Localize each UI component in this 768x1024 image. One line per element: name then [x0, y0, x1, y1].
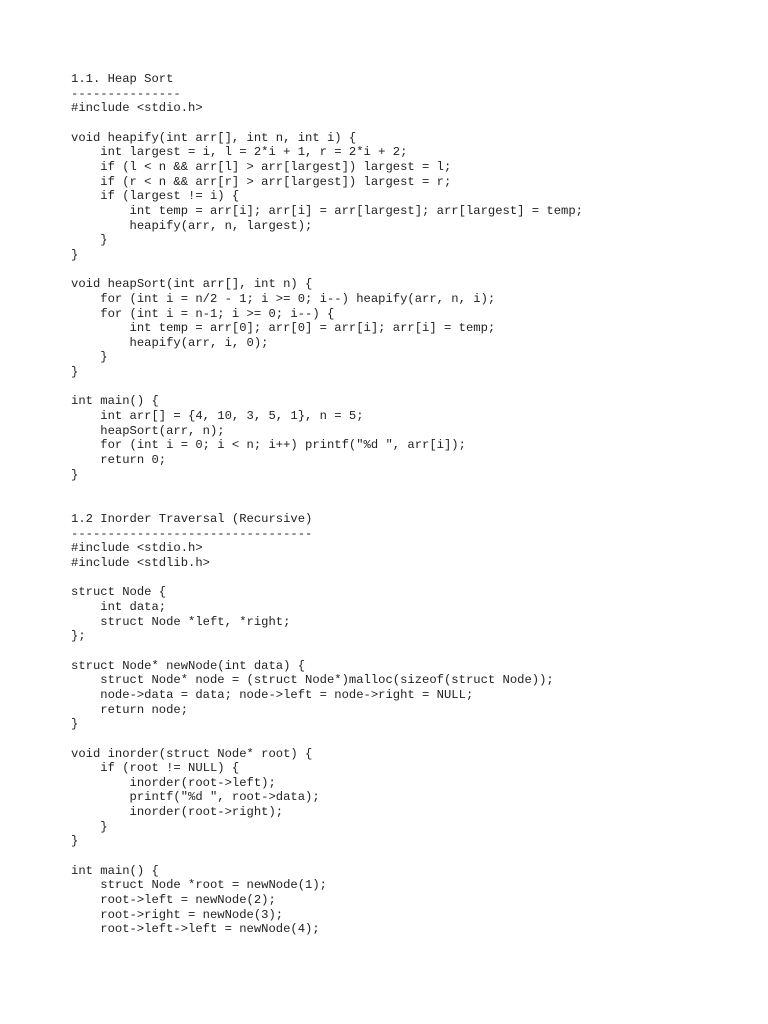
- inorder-traversal-code: 1.2 Inorder Traversal (Recursive) --------------------------------- #include <stdio.h> #include <stdlib.h> struct Node { int data; struct Node *left, *right; }; struct Node* newNode(int data) { struct Node* node = (struct Node*)malloc(sizeof(struct Node)); node->data = data; node->left = node->right = NULL; return node; } void inorder(struct Node* root) { if (root != NULL) { inorder(root->left); printf("%d ", root->data); inorder(root->right); } } int main() { struct Node *root = newNode(1); root->left = newNode(2); root->right = newNode(3); root->left->left = newNode(4);: [71, 512, 554, 937]
- heap-sort-code: 1.1. Heap Sort --------------- #include <stdio.h> void heapify(int arr[], int n, int i) { int largest = i, l = 2*i + 1, r = 2*i + 2; if (l < n && arr[l] > arr[largest]) largest = l; if (r < n && arr[r] > arr[largest]) largest = r; if (largest != i) { int temp = arr[i]; arr[i] = arr[largest]; arr[largest] = temp; heapify(arr, n, largest); } } void heapSort(int arr[], int n) { for (int i = n/2 - 1; i >= 0; i--) heapify(arr, n, i); for (int i = n-1; i >= 0; i--) { int temp = arr[0]; arr[0] = arr[i]; arr[i] = temp; heapify(arr, i, 0); } } int main() { int arr[] = {4, 10, 3, 5, 1}, n = 5; heapSort(arr, n); for (int i = 0; i < n; i++) printf("%d ", arr[i]); return 0; }: [71, 72, 583, 482]
- inorder-traversal-section: [71, 512, 554, 937]
- heap-sort-section: [71, 72, 583, 482]
